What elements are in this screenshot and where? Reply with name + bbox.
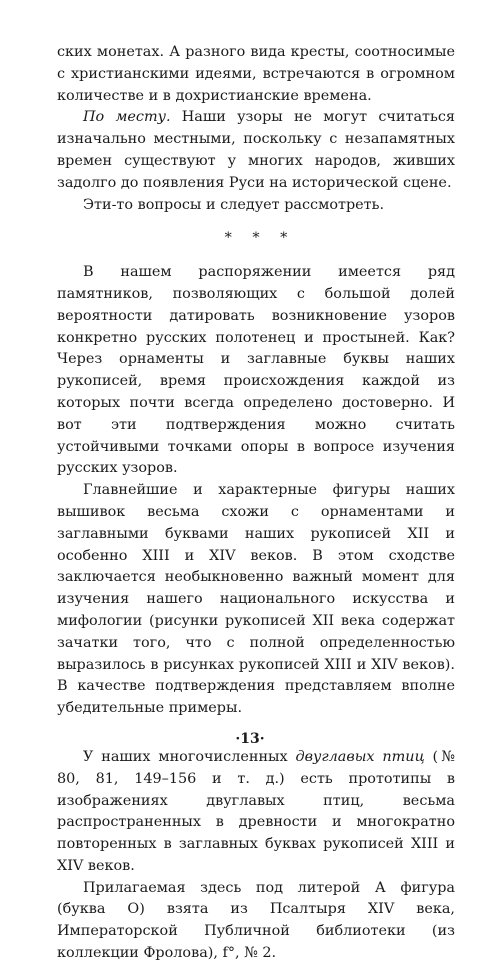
paragraph-figure-a: Прилагаемая здесь под литерой А фигура (буква О) взята из Псалтыря XIV века, Императорской Публичной библиотеки (из коллекции Фролова), f°, № 2. [57, 879, 455, 962]
italic-lead: По месту. [83, 109, 171, 126]
paragraph-by-place [57, 107, 455, 194]
paragraph-double-headed-birds [57, 747, 455, 878]
italic-phrase: двуглавых птиц [295, 748, 425, 765]
paragraph-text: (№ 80, 81, 149–156 и т. д.) есть прототипы в изображениях двуглавых птиц, весьма распространенных в древности и многократно повторенных в заглавных буквах рукописей XIII и XIV веков. [57, 748, 455, 874]
paragraph-monuments: В нашем распоряжении имеется ряд памятников, позволяющих с большой долей вероятности датировать возникновение узоров конкретно русских полотенец и простыней. Как? Через орнаменты и заглавные буквы наших рукописей, время происхождения каждой из которых почти всегда определено достоверно. И вот эти подтверждения можно считать устойчивыми точками опоры в вопросе изучения русских узоров. [57, 264, 455, 477]
page-number: ·13· [235, 731, 265, 747]
paragraph-text: Наши узоры не могут считаться изначально местными, поскольку с незапамятных времен существуют у многих народов, живших задолго до появления Руси на исторической сцене. [57, 109, 455, 191]
paragraph-continuation: ских монетах. А разного вида кресты, соотносимые с христианскими идеями, встречаются в огромном количестве и в дохристианские времена. [57, 44, 455, 104]
paragraph-main-figures: Главнейшие и характерные фигуры наших вышивок весьма схожи с орнаментами и заглавными буквами наших рукописей XII и особенно XIII и XIV веков. В этом сходстве заключается необыкновенно важный момент для изучения нашего национального искусства и мифологии (рисунки рукописей XII века содержат зачатки того, что с полной определенностью выразилось в рисунках рукописей XIII и XIV веков). В качестве подтверждения представляем вполне убедительные примеры. [57, 482, 455, 717]
section-separator: * * * [224, 230, 296, 247]
text-page [57, 42, 455, 962]
paragraph-questions: Эти-то вопросы и следует рассмотреть. [83, 196, 385, 213]
paragraph-text: У наших многочисленных [83, 748, 296, 765]
